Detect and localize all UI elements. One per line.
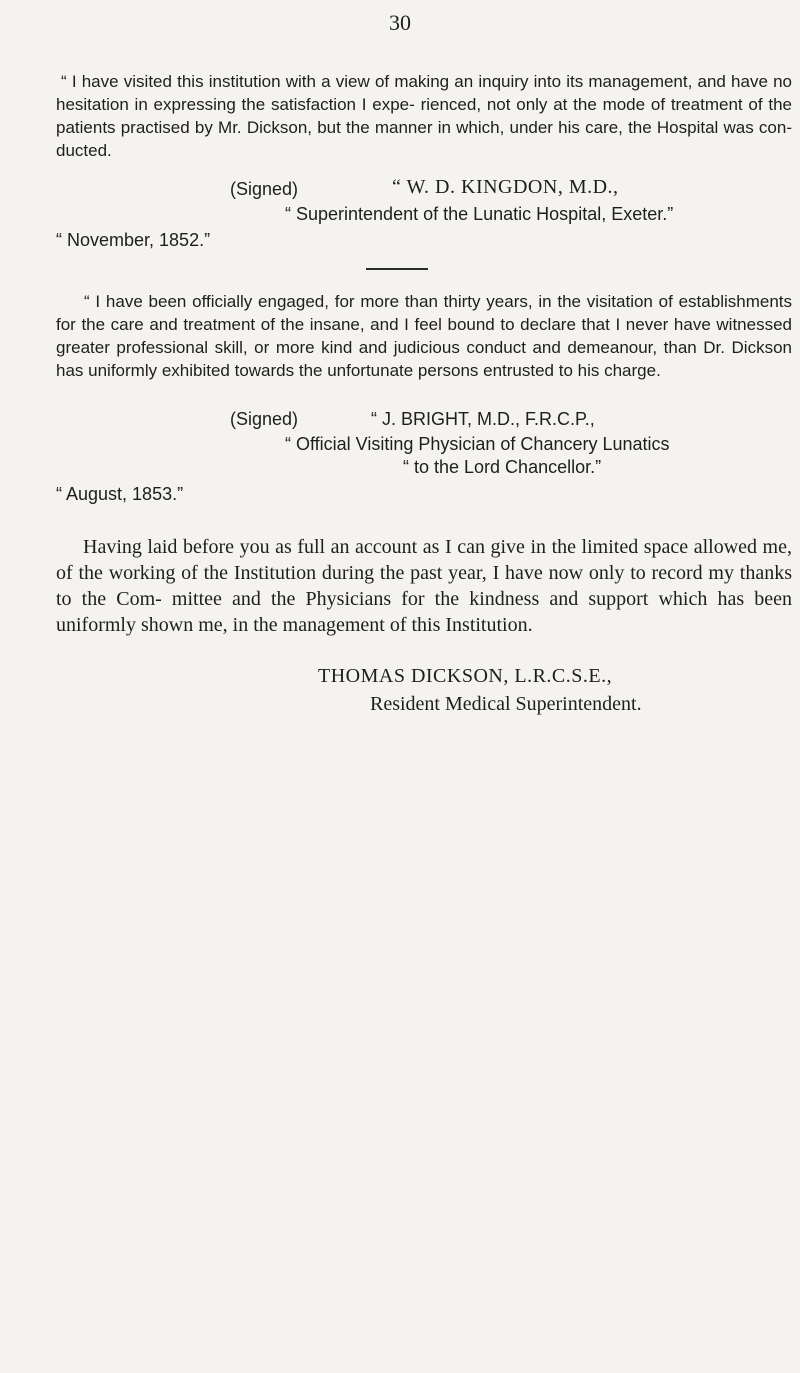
testimonial-bright-signed: (Signed) bbox=[230, 409, 299, 429]
testimonial-bright-title-2: “ to the Lord Chancellor.” bbox=[403, 457, 602, 477]
section-divider bbox=[366, 268, 428, 270]
testimonial-kingdon-title: “ Superintendent of the Lunatic Hospital, Exeter.” bbox=[285, 204, 674, 224]
testimonial-bright-name: “ J. BRIGHT, M.D., F.R.C.P., bbox=[371, 409, 595, 429]
testimonial-kingdon-signed: (Signed) bbox=[230, 179, 299, 199]
testimonial-bright-date: “ August, 1853.” bbox=[56, 484, 184, 504]
testimonial-kingdon-date: “ November, 1852.” bbox=[56, 230, 211, 250]
testimonial-kingdon-text: “ I have visited this institution with a view of making an inquiry into its management, and have no hesitation in expressing the satisfaction I expe- rienced, not only at the mode of treatment of the patients practised by Mr. Dickson, but the manner in which, under his care, the Hospital was con- ducted. bbox=[56, 72, 792, 160]
signature-name: THOMAS DICKSON, L.R.C.S.E., bbox=[318, 665, 613, 687]
testimonial-kingdon-name: “ W. D. KINGDON, M.D., bbox=[392, 176, 619, 198]
testimonial-bright-title-1: “ Official Visiting Physician of Chancery Lunatics bbox=[285, 434, 670, 454]
signature-title: Resident Medical Superintendent. bbox=[370, 693, 642, 715]
closing-paragraph: Having laid before you as full an account as I can give in the limited space allowed me, of the working of the Institution during the past year, I have now only to record my thanks to the Com- mittee and the Physicians for the kindness and support which has been uniformly shown me, in the management of this Institution. bbox=[56, 536, 792, 636]
testimonial-bright-text: “ I have been officially engaged, for more than thirty years, in the visitation of establishments for the care and treatment of the insane, and I feel bound to declare that I never have witnessed greater professional skill, or more kind and judicious conduct and demeanour, than Dr. Dickson has uniformly exhibited towards the unfortunate persons entrusted to his charge. bbox=[56, 292, 792, 380]
page-number: 30 bbox=[389, 10, 411, 35]
